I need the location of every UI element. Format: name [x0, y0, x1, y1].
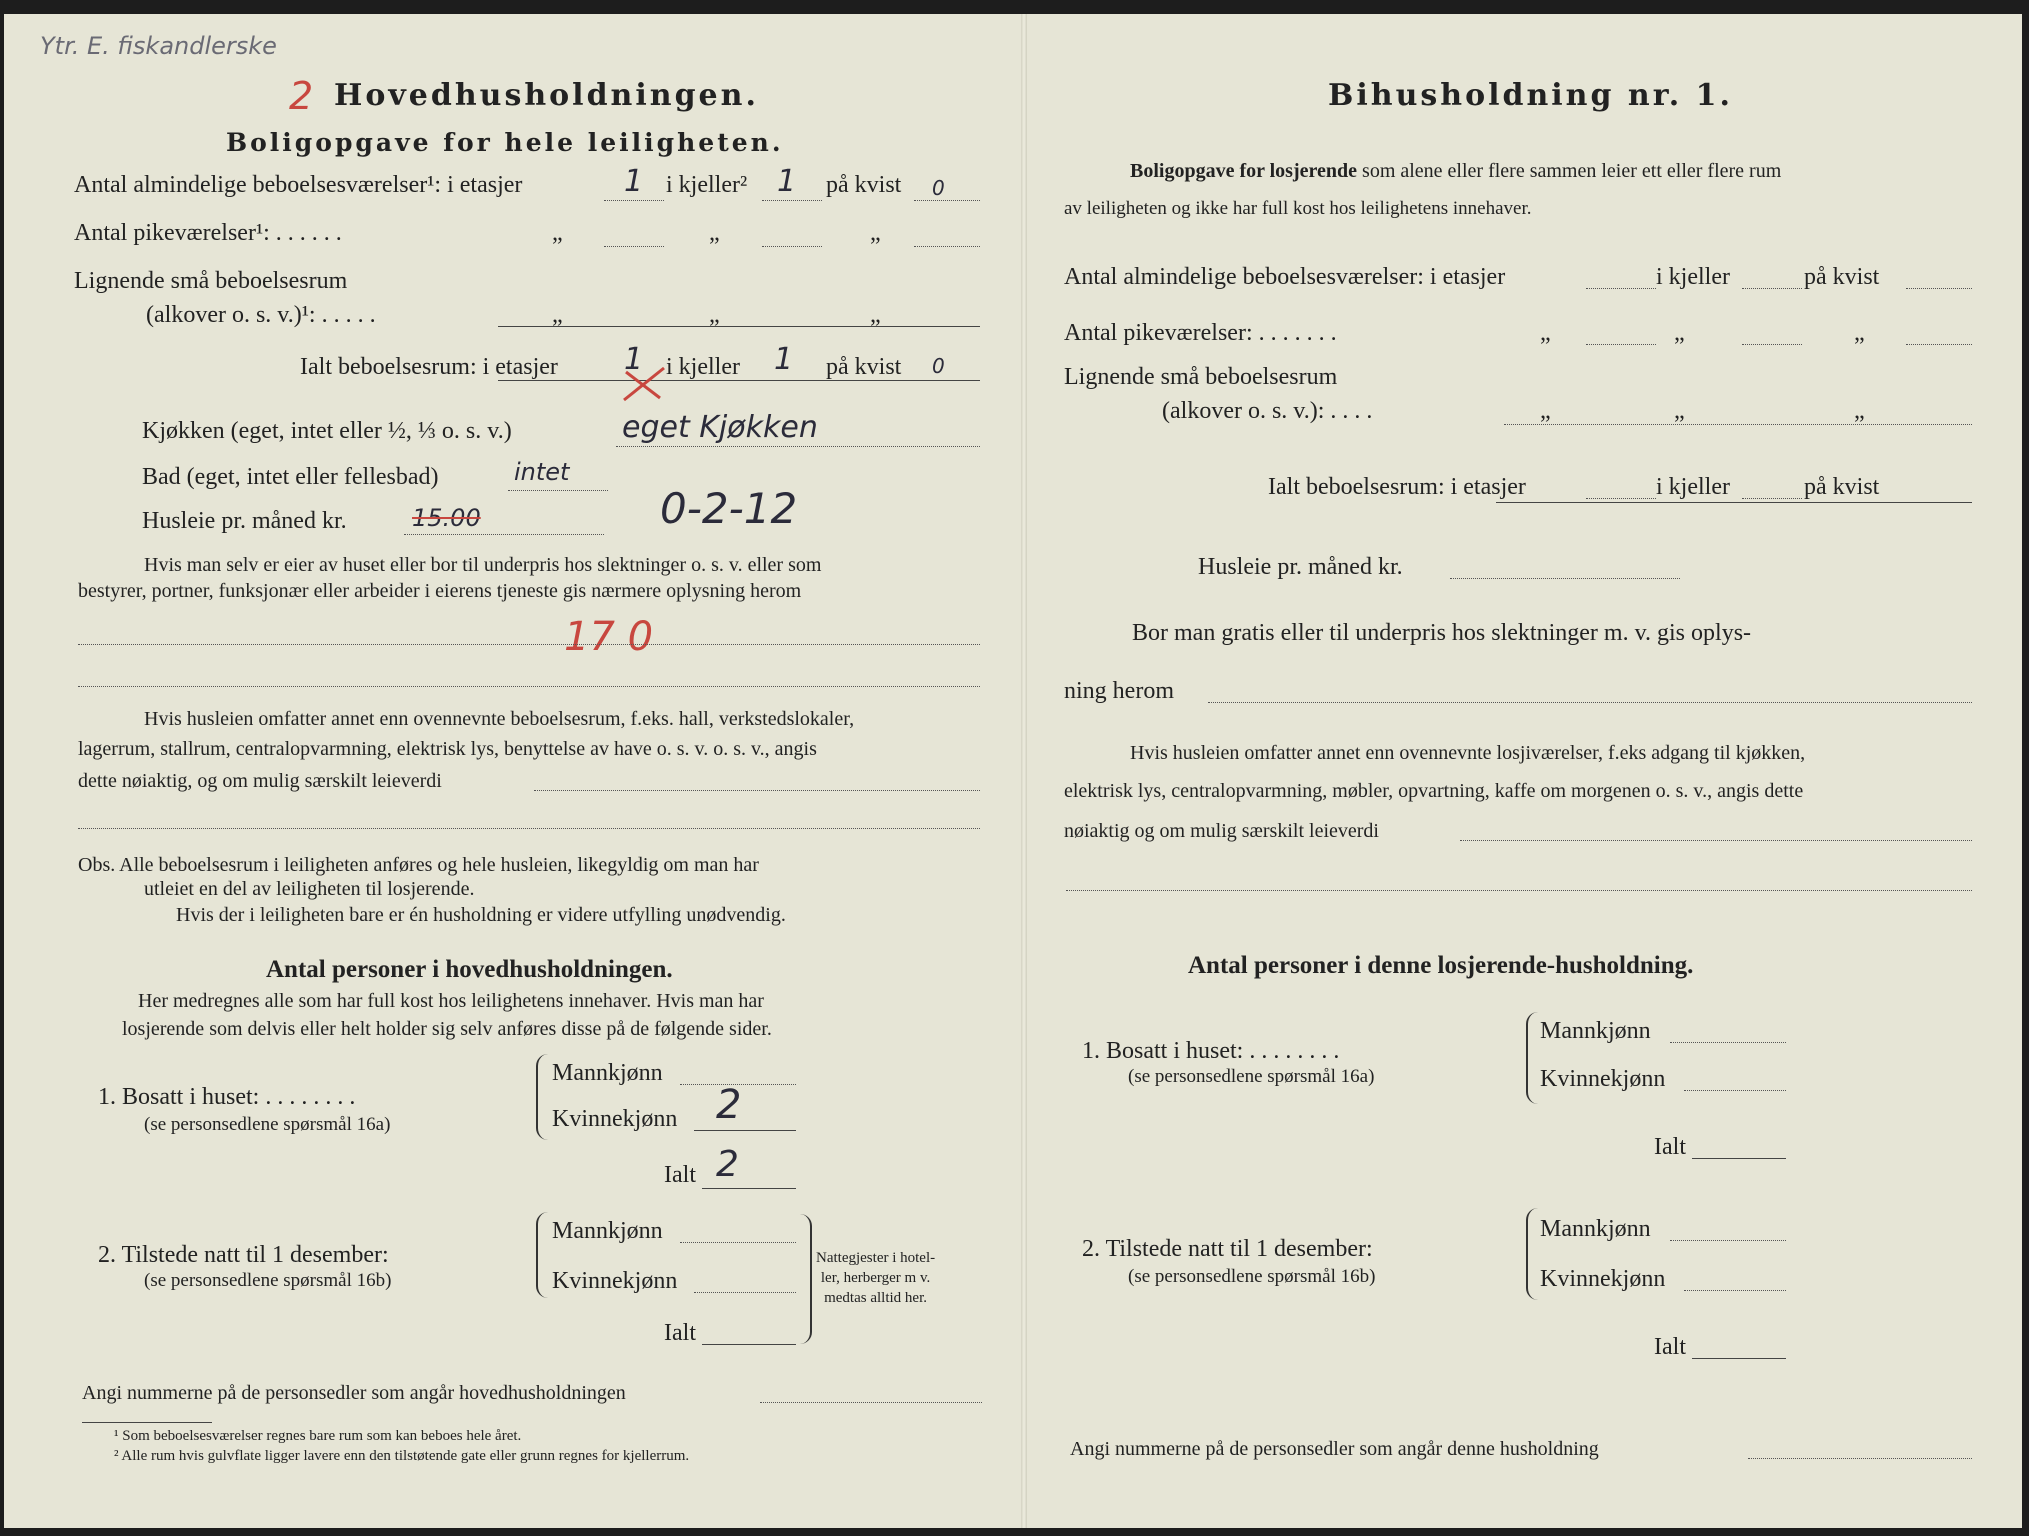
right-page-title: Bihusholdning nr. 1. [1328, 78, 1733, 113]
lodger-rooms-kjeller: i kjeller [1656, 264, 1730, 290]
lodger-present-male-label: Mannkjønn [1540, 1216, 1651, 1242]
lodger-numbers-instruction: Angi nummerne på de personsedler som angår denne husholdning [1070, 1438, 1599, 1460]
lodger-resident-total-label: Ialt [1654, 1134, 1686, 1160]
present-label: 2. Tilstede natt til 1 desember: [98, 1242, 389, 1268]
left-page-subtitle: Boligopgave for hele leiligheten. [226, 128, 784, 157]
lodger-intro-line2: av leiligheten og ikke har full kost hos leilighetens innehaver. [1064, 198, 1532, 219]
total-kjeller-label: i kjeller [666, 354, 740, 380]
lodger-includes-line1: Hvis husleien omfatter annet enn ovennevnte losjiværelser, f.eks adgang til kjøkken, [1130, 742, 1806, 764]
rent-value: 0-2-12 [660, 484, 798, 533]
small-rooms-label-1: Lignende små beboelsesrum [74, 268, 348, 294]
lodger-includes-line2: elektrisk lys, centralopvarmning, møbler, opvartning, kaffe om morgenen o. s. v., angis dette [1064, 780, 1804, 802]
page-fold [1021, 14, 1027, 1528]
rooms-kvist-label: på kvist [826, 172, 902, 198]
kitchen-value: eget Kjøkken [622, 410, 818, 445]
night-guest-note: Nattegjester i hotel- ler, herberger m v. medtas alltid her. [816, 1250, 936, 1306]
present-male-label: Mannkjønn [552, 1218, 663, 1244]
resident-label: 1. Bosatt i huset: . . . . . . . . [98, 1084, 356, 1110]
maid-rooms-label: Antal pikeværelser¹: . . . . . . [74, 220, 342, 246]
resident-sub: (se personsedlene spørsmål 16a) [144, 1114, 391, 1135]
bath-value: intet [514, 458, 570, 486]
lodger-rent-label: Husleie pr. måned kr. [1198, 554, 1403, 580]
footnote-2: ² Alle rum hvis gulvflate ligger lavere enn den tilstøtende gate eller grunn regnes for kjellerrum. [114, 1448, 690, 1464]
rooms-kjeller-value: 1 [777, 164, 797, 199]
rooms-kjeller-label: i kjeller² [666, 172, 748, 198]
lodger-includes-line3: nøiaktig og om mulig særskilt leieverdi [1064, 820, 1379, 842]
lodger-small-rooms-label-2: (alkover o. s. v.): . . . . [1162, 398, 1373, 424]
resident-male-label: Mannkjønn [552, 1060, 663, 1086]
handwritten-household-number: 2 [289, 74, 314, 118]
footnote-1: ¹ Som beboelsesværelser regnes bare rum som kan beboes hele året. [114, 1428, 522, 1444]
lodger-present-female-label: Kvinnekjønn [1540, 1266, 1666, 1292]
kitchen-label: Kjøkken (eget, intet eller ½, ⅓ o. s. v.) [142, 418, 512, 444]
present-female-label: Kvinnekjønn [552, 1268, 678, 1294]
obs-line3: Hvis der i leiligheten bare er én husholdning er videre utfylling unødvendig. [176, 904, 786, 926]
rooms-kvist-line [914, 200, 980, 201]
lodger-rooms-kvist: på kvist [1804, 264, 1880, 290]
rooms-etasjer-value: 1 [624, 164, 644, 199]
lodger-resident-label: 1. Bosatt i huset: . . . . . . . . [1082, 1038, 1340, 1064]
lodger-persons-title: Antal personer i denne losjerende-husholdning. [1188, 952, 1694, 979]
lodger-maid-rooms-label: Antal pikeværelser: . . . . . . . [1064, 320, 1337, 346]
total-rooms-label: Ialt beboelsesrum: i etasjer [300, 354, 558, 380]
resident-total-value: 2 [716, 1144, 739, 1185]
lodger-rooms-label: Antal almindelige beboelsesværelser: i etasjer [1064, 264, 1506, 290]
obs-line1: Obs. Alle beboelsesrum i leiligheten anføres og hele husleien, likegyldig om man har [78, 854, 759, 876]
rent-struck-value: 15.00 [412, 504, 481, 532]
persons-note-line1: Her medregnes alle som har full kost hos leilighetens innehaver. Hvis man har [138, 990, 764, 1012]
rooms-label: Antal almindelige beboelsesværelser¹: i etasjer [74, 172, 523, 198]
owner-note-line2: bestyrer, portner, funksjonær eller arbeider i eierens tjeneste gis nærmere oplysning herom [78, 580, 802, 602]
lodger-small-rooms-label-1: Lignende små beboelsesrum [1064, 364, 1338, 390]
rooms-kjeller-line [762, 200, 822, 201]
lodger-resident-sub: (se personsedlene spørsmål 16a) [1128, 1066, 1375, 1087]
total-kvist-label: på kvist [826, 354, 902, 380]
total-etasjer-value: 1 [624, 342, 644, 377]
present-sub: (se personsedlene spørsmål 16b) [144, 1270, 392, 1291]
obs-line2: utleiet en del av leiligheten til losjerende. [144, 878, 475, 900]
lodger-total-rooms-label: Ialt beboelsesrum: i etasjer [1268, 474, 1526, 500]
resident-female-label: Kvinnekjønn [552, 1106, 678, 1132]
lodger-present-total-label: Ialt [1654, 1334, 1686, 1360]
total-kvist-value: 0 [932, 354, 945, 378]
census-form-sheet: Ytr. E. fiskandlerske 2 Hovedhusholdningen. Boligopgave for hele leiligheten. Antal almindelige beboelsesværelser¹: i etasjer 1 i kjeller² 1 på kvist 0 Antal pikeværelser¹: . . . . . . „ „ „ Lignende små beboelsesrum (alkover o. s. v.)¹: . . . . . „ „ „ Ialt beboelsesrum: i etasjer 1 i kjeller 1 på kvist 0 Kjøkken (eget, intet eller ½, ⅓ o. s. v.) eget Kjøkken Bad (eget, intet eller fellesbad) intet Husleie pr. måned kr. 15.00 0-2-12 Hvis man selv er eier av huset eller bor til underpris hos slektninger o. s. v. eller som bestyrer, portner, funksjonær eller arbeider i eierens tjeneste gis nærmere oplysning herom 17 0 Hvis husleien omfatter annet enn ovennevnte beboelsesrum, f.eks. hall, verkstedslokaler, lagerrum, stallrum, centralopvarmning, elektrisk lys, benyttelse av have o. s. v. o. s. v., angis dette nøiaktig, og om mulig særskilt leieverdi Obs. Alle beboelsesrum i leiligheten anføres og hele husleien, likegyldig om man har utleiet en del av leiligheten til losjerende. Hvis der i leiligheten bare er én husholdning er videre utfylling unødvendig. Antal personer i hovedhusholdningen. Her medregnes alle som har full kost hos leilighetens innehaver. Hvis man har losjerende som delvis eller helt holder sig selv anføres disse på de følgende sider. 1. Bosatt i huset: . . . . . . . . (se personsedlene spørsmål 16a) Mannkjønn Kvinnekjønn 2 Ialt 2 2. Tilstede natt til 1 desember: (se personsedlene spørsmål 16b) Mannkjønn Kvinnekjønn Ialt Nattegjester i hotel- ler, herberger m v. medtas alltid her. Angi nummerne på de personsedler som angår hovedhusholdningen ¹ Som beboelsesværelser regnes bare rum som kan beboes hele året. ² Alle rum hvis gulvflate ligger lavere enn den tilstøtende gate eller grunn regnes for kjellerrum. Bihusholdning nr. 1. Boligopgave for losjerende som alene eller flere sammen leier ett eller flere rum av leiligheten og ikke har full kost hos leilighetens innehaver. Antal almindelige beboelsesværelser: i etasjer i kjeller på kvist Antal pikeværelser: . . . . . . . „ „ „ Lignende små beboelsesrum (alkover o. s. v.): . . . . „ „ „ Ialt beboelsesrum: i etasjer i kjeller på kvist Husleie pr. måned kr. Bor man gratis eller til underpris hos slektninger m. v. gis oplys- ning herom Hvis husleien omfatter annet enn ovennevnte losjiværelser, f.eks adgang til kjøkken, elektrisk lys, centralopvarmning, møbler, opvartning, kaffe om morgenen o. s. v., angis dette nøiaktig og om mulig særskilt leieverdi Antal personer i denne losjerende-husholdning. 1. Bosatt i huset: . . . . . . . . (se personsedlene spørsmål 16a) Mannkjønn Kvinnekjønn Ialt 2. Tilstede natt til 1 desember: (se personsedlene spørsmål 16b) Mannkjønn Kvinnekjønn Ialt Angi nummerne på de personsedler som angår denne husholdning [4, 14, 2022, 1528]
rent-includes-line1: Hvis husleien omfatter annet enn ovennevnte beboelsesrum, f.eks. hall, verkstedslokaler, [144, 708, 855, 730]
left-page-title: Hovedhusholdningen. [334, 78, 759, 113]
resident-total-label: Ialt [664, 1162, 696, 1188]
resident-female-value: 2 [716, 1082, 742, 1128]
rent-includes-line2: lagerrum, stallrum, centralopvarmning, elektrisk lys, benyttelse av have o. s. v. o. s. v., angis [78, 738, 817, 760]
bath-label: Bad (eget, intet eller fellesbad) [142, 464, 439, 490]
persons-title: Antal personer i hovedhusholdningen. [266, 956, 673, 983]
rooms-etasjer-line [604, 200, 664, 201]
handwritten-top-note: Ytr. E. fiskandlerske [40, 32, 277, 60]
owner-note-line1: Hvis man selv er eier av huset eller bor til underpris hos slektninger o. s. v. eller som [144, 554, 822, 576]
lodger-present-sub: (se personsedlene spørsmål 16b) [1128, 1266, 1376, 1287]
small-rooms-label-2: (alkover o. s. v.)¹: . . . . . [146, 302, 376, 328]
rent-label: Husleie pr. måned kr. [142, 508, 347, 534]
lodger-free-line2: ning herom [1064, 678, 1174, 704]
rooms-kvist-value: 0 [932, 176, 945, 200]
lodger-resident-male-label: Mannkjønn [1540, 1018, 1651, 1044]
lodger-total-kjeller: i kjeller [1656, 474, 1730, 500]
lodger-free-line1: Bor man gratis eller til underpris hos slektninger m. v. gis oplys- [1132, 620, 1752, 646]
lodger-total-kvist: på kvist [1804, 474, 1880, 500]
total-kjeller-value: 1 [774, 342, 794, 377]
lodger-resident-female-label: Kvinnekjønn [1540, 1066, 1666, 1092]
numbers-instruction: Angi nummerne på de personsedler som angår hovedhusholdningen [82, 1382, 626, 1404]
rent-includes-line3: dette nøiaktig, og om mulig særskilt leieverdi [78, 770, 442, 792]
present-total-label: Ialt [664, 1320, 696, 1346]
persons-note-line2: losjerende som delvis eller helt holder sig selv anføres disse på de følgende sider. [122, 1018, 772, 1040]
red-mark: 17 0 [564, 614, 654, 660]
lodger-present-label: 2. Tilstede natt til 1 desember: [1082, 1236, 1373, 1262]
red-check-mark [620, 364, 672, 404]
lodger-intro-line1: Boligopgave for losjerende som alene eller flere sammen leier ett eller flere rum [1130, 160, 1782, 182]
